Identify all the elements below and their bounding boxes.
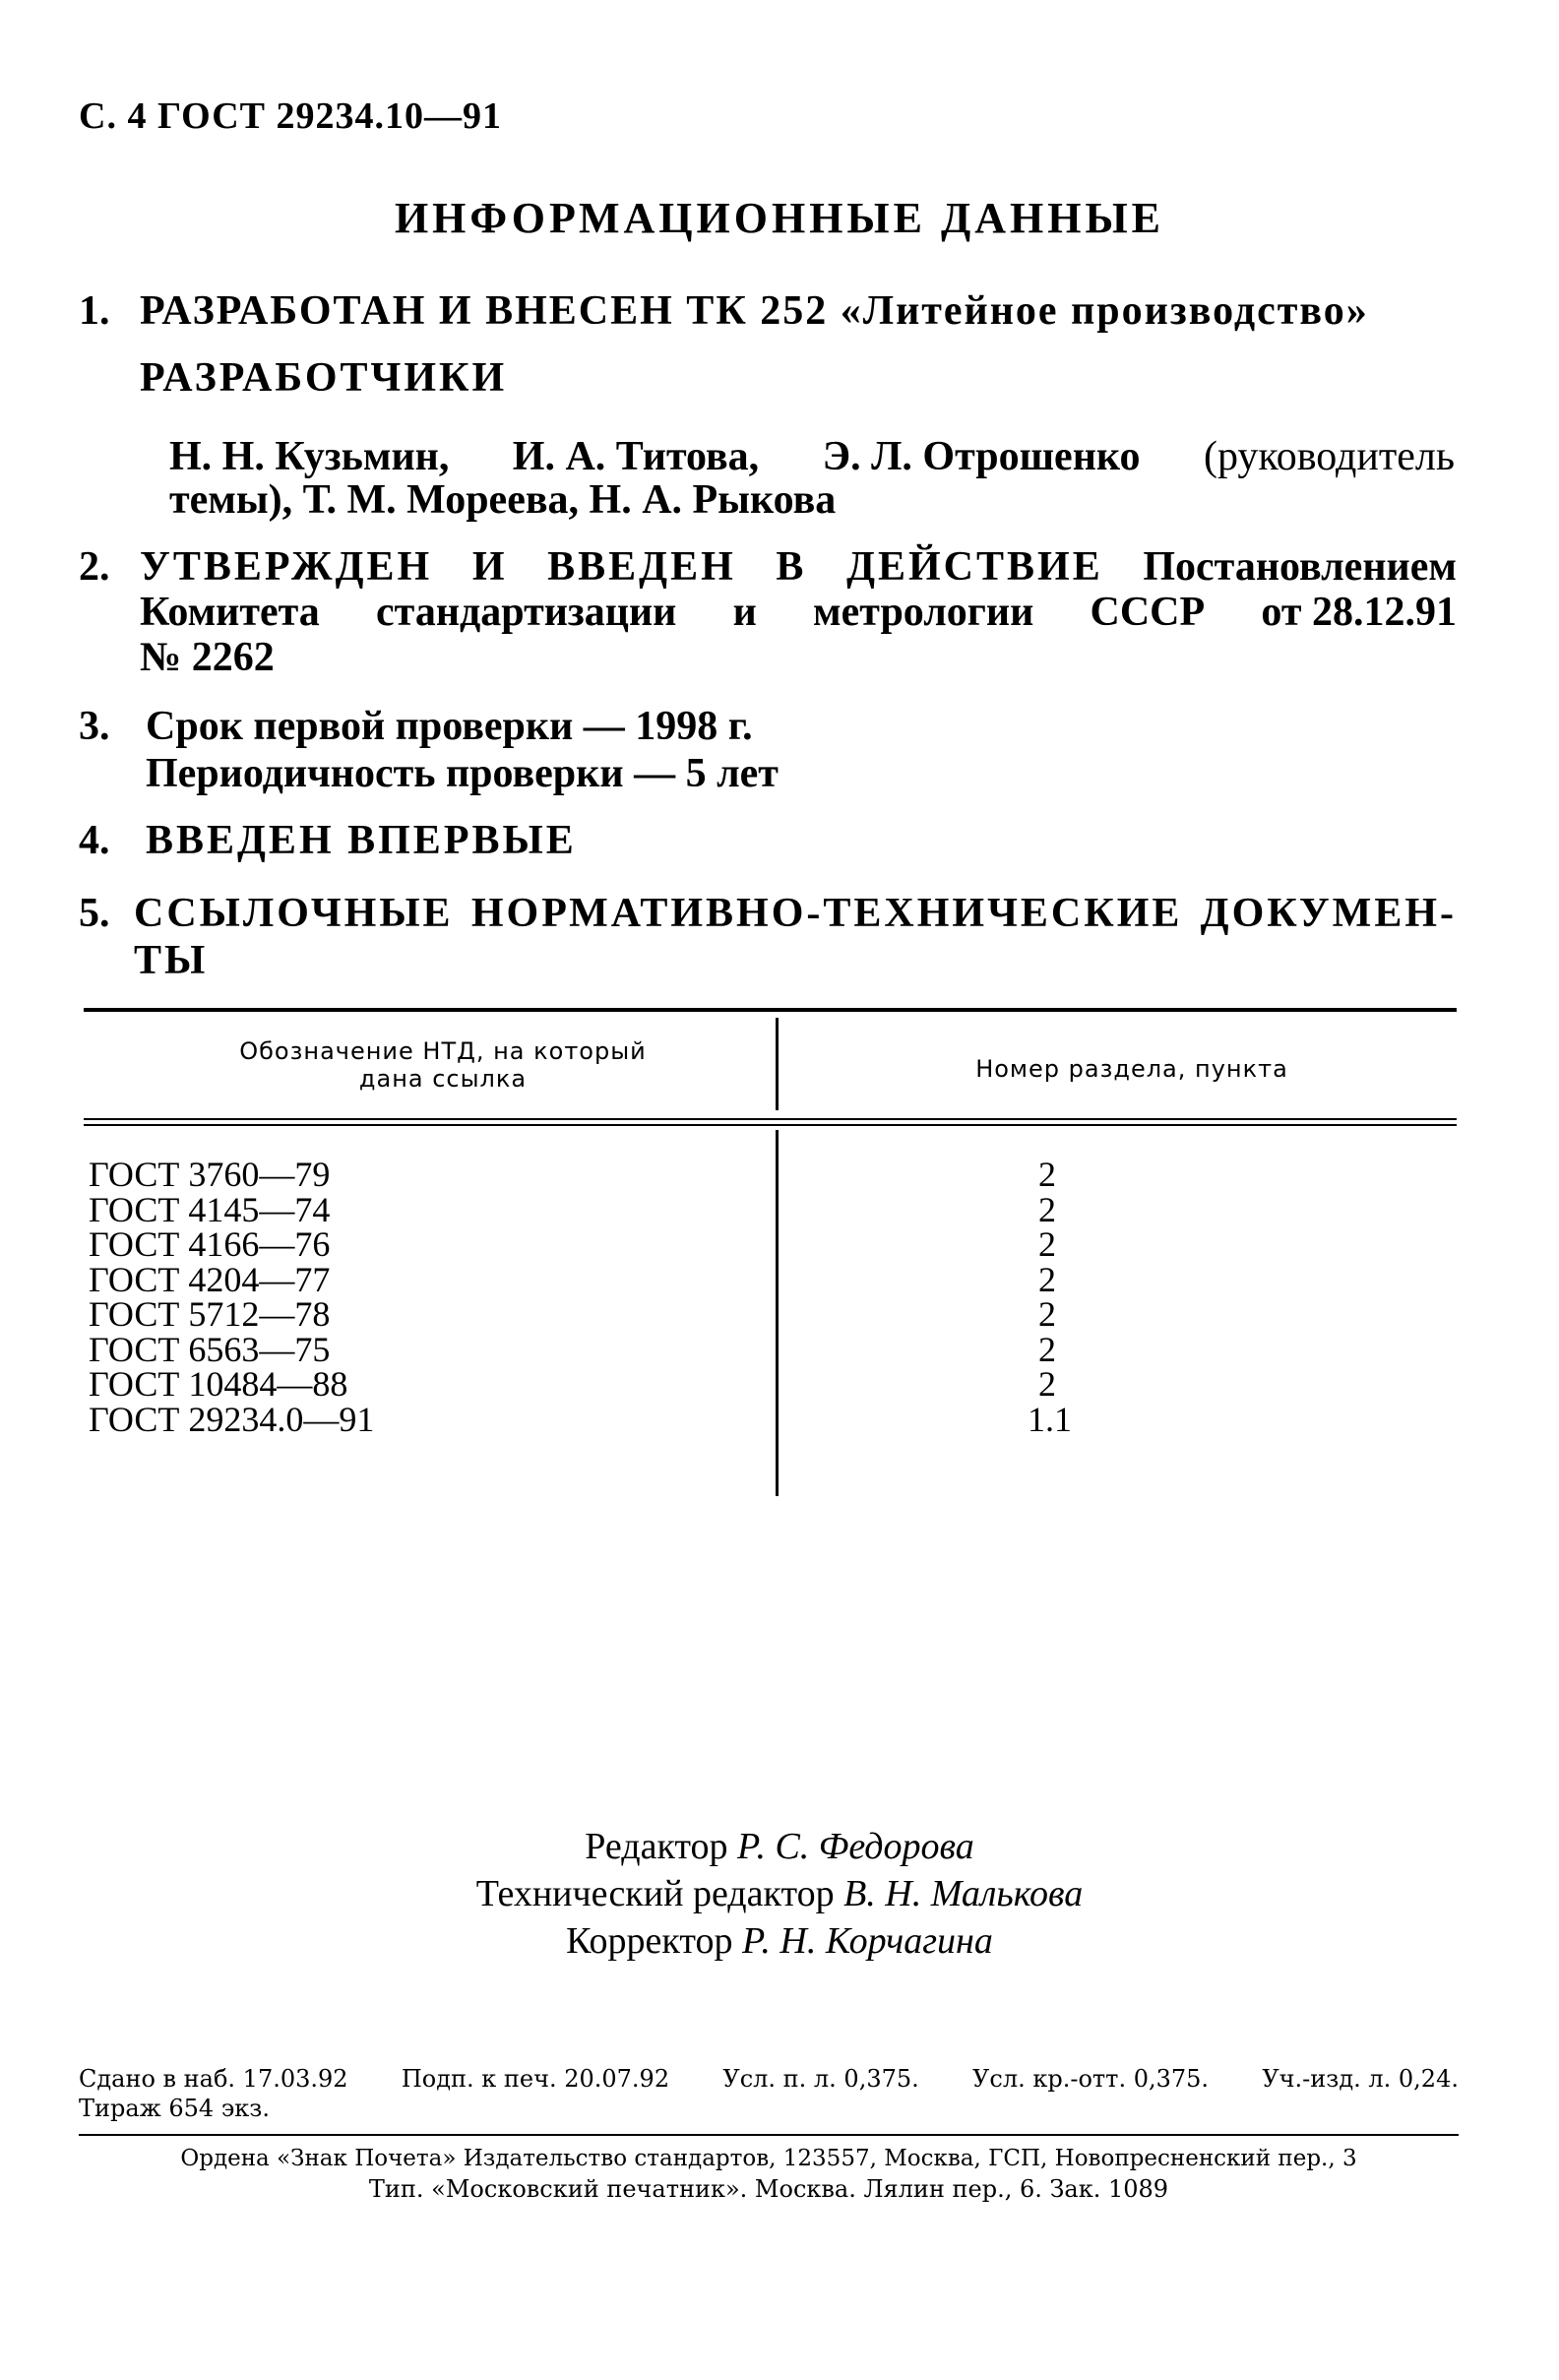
developer-role: (руководитель [1204,434,1455,479]
credit-tech-editor [0,1870,1559,1917]
imprint-line-1 [79,2065,1459,2093]
table-row-section: 2 [1038,1189,1056,1229]
imprint-part: Сдано в наб. 17.03.92 [79,2065,348,2093]
table-row-section: 2 [1038,1259,1056,1299]
table-row-ntd: ГОСТ 10484—88 [89,1364,348,1404]
developers-heading: РАЗРАБОТЧИКИ [140,355,508,401]
word: от 28.12.91 [1261,590,1457,635]
table-body-divider [776,1130,779,1496]
imprint-part: Уч.-изд. л. 0,24. [1262,2065,1459,2093]
column-header-ntd [148,1037,738,1093]
developer-3: Э. Л. Отрошенко [822,434,1141,479]
word: Постановлением [1143,544,1457,590]
credit-role: Технический редактор [475,1873,835,1914]
page-header: С. 4 ГОСТ 29234.10—91 [79,95,502,137]
word: УТВЕРЖДЕН [140,544,433,590]
word: НОРМАТИВНО-ТЕХНИЧЕСКИЕ [470,891,1183,936]
column-header-ntd-line-1: Обозначение НТД, на который [239,1037,647,1065]
imprint-printer: Тип. «Московский печатник». Москва. Лялин пер., 6. Зак. 1089 [368,2175,1169,2203]
table-row-ntd: ГОСТ 4204—77 [89,1259,331,1299]
word: И [471,544,508,590]
table-row-ntd: ГОСТ 3760—79 [89,1155,331,1194]
table-row-ntd: ГОСТ 4145—74 [89,1189,331,1229]
item-4-text: ВВЕДЕН ВПЕРВЫЕ [146,818,577,863]
table-row-section: 2 [1038,1329,1056,1369]
item-5-line-2: ТЫ [134,938,209,983]
table-row-ntd: ГОСТ 6563—75 [89,1329,331,1369]
table-header-rule-1 [84,1118,1457,1120]
table-top-rule [84,1008,1457,1012]
credit-role: Корректор [566,1920,733,1962]
item-1-number: 1. [79,288,110,334]
developer-2: И. А. Титова, [512,434,760,479]
table-row-section: 2 [1038,1224,1056,1264]
developers-line-1 [169,433,1455,480]
imprint-part: Усл. п. л. 0,375. [722,2065,919,2093]
table-row-section: 2 [1038,1155,1056,1194]
column-header-ntd-line-2: дана ссылка [358,1065,528,1093]
credit-role: Редактор [585,1826,728,1867]
imprint-circulation: Тираж 654 экз. [79,2095,270,2122]
credit-editor [0,1823,1559,1870]
item-2-line-1 [140,543,1457,591]
word: СССР [1090,590,1206,635]
imprint-part: Усл. кр.-отт. 0,375. [972,2065,1210,2093]
developers-line-2: темы), Т. М. Мореева, Н. А. Рыкова [169,477,837,523]
item-2-line-2 [140,589,1457,636]
table-row-section: 1.1 [1028,1399,1072,1439]
word: В [776,544,807,590]
word: ДОКУМЕН- [1200,891,1457,936]
first-check-term: Срок первой проверки — 1998 г. [146,704,753,749]
credit-name: В. Н. Малькова [843,1873,1084,1914]
document-title: ИНФОРМАЦИОННЫЕ ДАННЫЕ [394,194,1165,242]
item-5-line-1 [134,890,1457,937]
item-4-number: 4. [79,818,110,863]
word: ДЕЙСТВИЕ [846,544,1103,590]
developer-1: Н. Н. Кузьмин, [169,434,450,479]
column-header-section: Номер раздела, пункта [975,1055,1288,1083]
item-5-number: 5. [79,891,110,936]
imprint-rule [79,2134,1459,2136]
credit-corrector [0,1917,1559,1965]
word: ВВЕДЕН [547,544,736,590]
check-periodicity: Периодичность проверки — 5 лет [146,751,779,796]
table-row-ntd: ГОСТ 4166—76 [89,1224,331,1264]
word: и [732,590,757,635]
decree-number: № 2262 [140,635,275,680]
item-3-number: 3. [79,704,110,749]
imprint-publisher: Ордена «Знак Почета» Издательство стандартов, 123557, Москва, ГСП, Новопресненский пер., 3 [180,2146,1357,2171]
credit-name: Р. Н. Корчагина [741,1920,993,1962]
table-row-ntd: ГОСТ 29234.0—91 [89,1399,375,1439]
word: ССЫЛОЧНЫЕ [134,891,454,936]
table-row-ntd: ГОСТ 5712—78 [89,1294,331,1334]
word: стандартизации [376,590,677,635]
table-header-divider [776,1018,779,1110]
table-row-section: 2 [1038,1294,1056,1334]
word: Комитета [140,590,320,635]
table-header-rule-2 [84,1124,1457,1126]
item-2-number: 2. [79,544,110,590]
imprint-part: Подп. к печ. 20.07.92 [401,2065,670,2093]
table-row-section: 2 [1038,1364,1056,1404]
credit-name: Р. С. Федорова [737,1826,974,1867]
item-1-text: РАЗРАБОТАН И ВНЕСЕН ТК 252 «Литейное производство» [140,288,1369,334]
word: метрологии [813,590,1034,635]
